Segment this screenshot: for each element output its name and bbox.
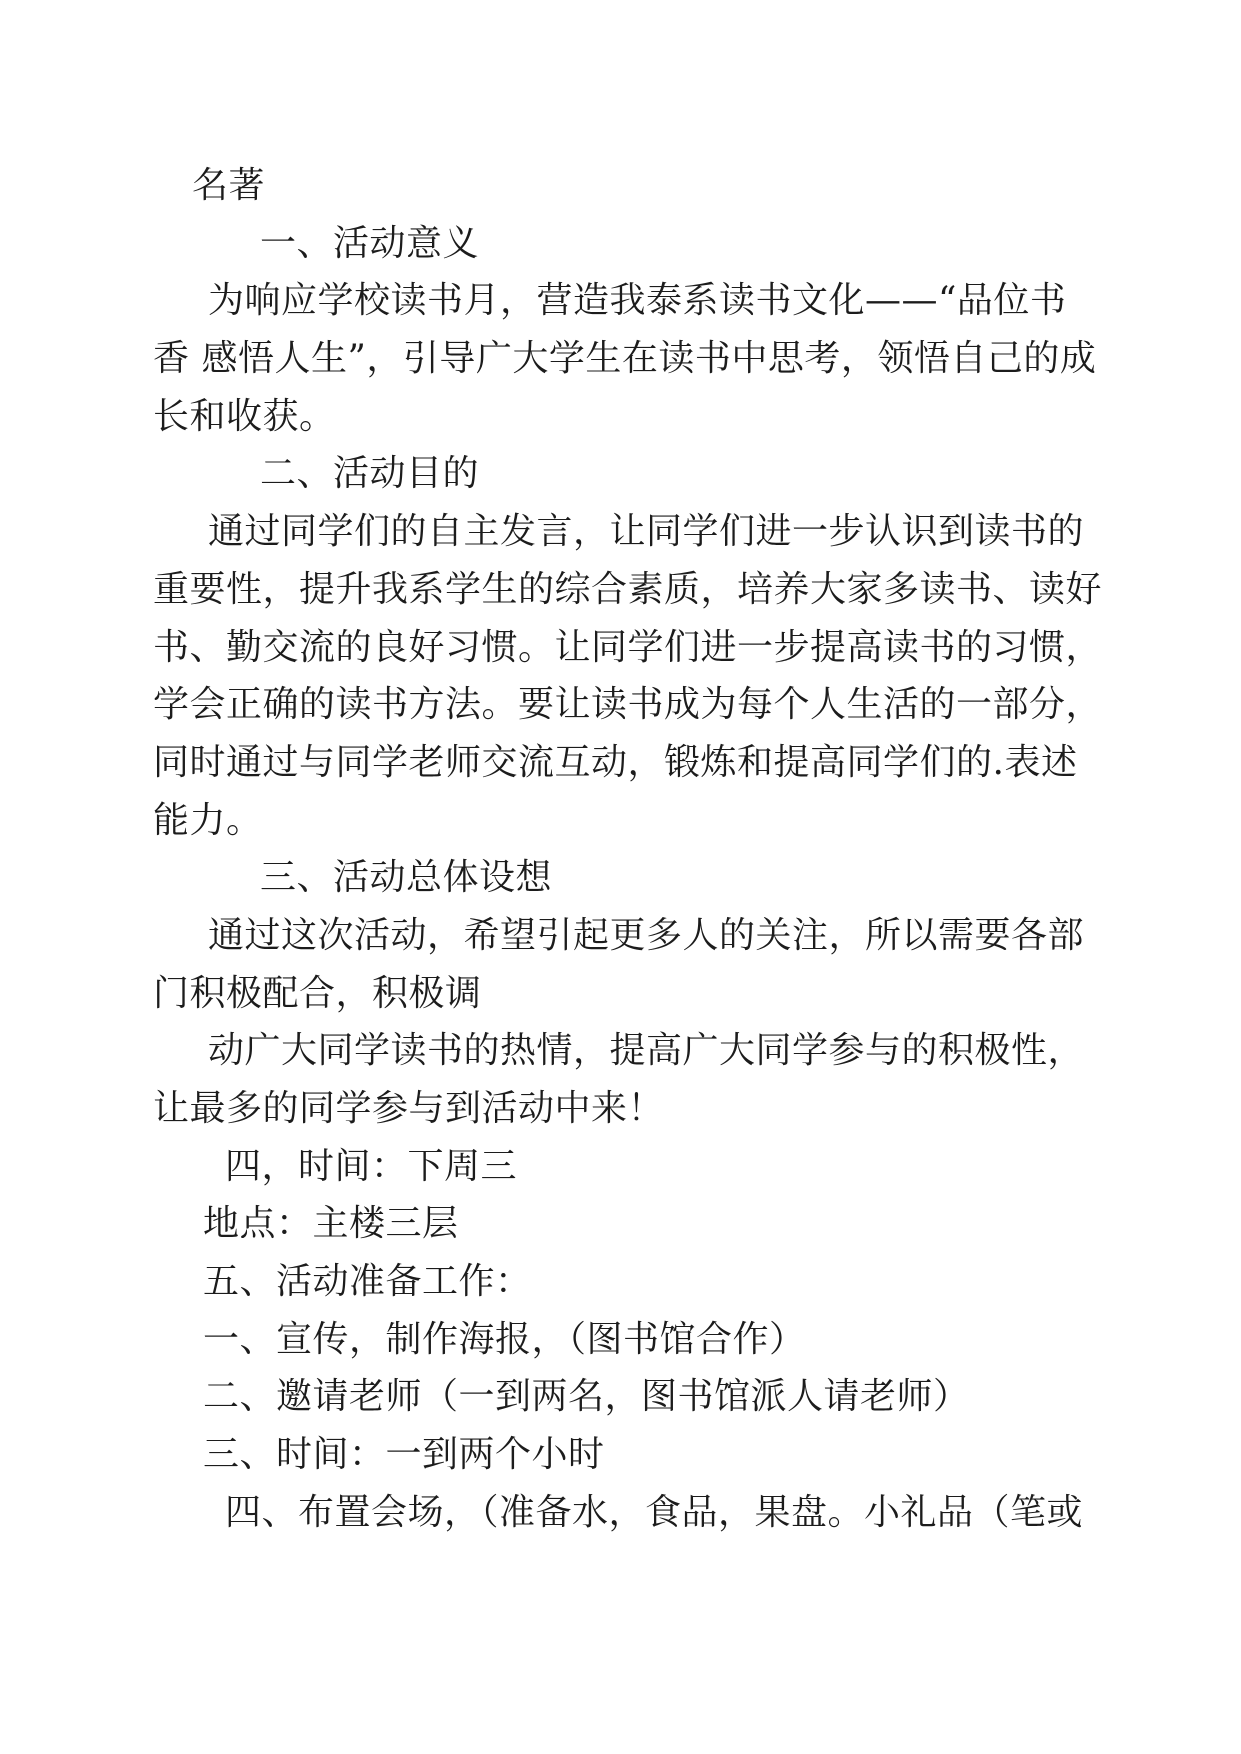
text-line: 四，时间：下周三 — [225, 1145, 518, 1187]
paragraph — [153, 215, 1093, 273]
paragraph — [153, 907, 1093, 1022]
paragraph — [153, 1138, 1093, 1196]
text-line: 让最多的同学参与到活动中来！ — [153, 1088, 665, 1129]
text-line: 长和收获。 — [153, 395, 336, 437]
text-line: 二、活动目的 — [260, 453, 480, 495]
text-line: 能力。 — [153, 799, 263, 841]
text-line: 二、邀请老师（一到两名，图书馆派人请老师） — [203, 1376, 970, 1418]
text-line: 五、活动准备工作： — [203, 1261, 532, 1303]
paragraph — [153, 1195, 1093, 1253]
text-line: 动广大同学读书的热情，提高广大同学参与的积极性， — [208, 1030, 1085, 1072]
text-line: 学会正确的读书方法。要让读书成为每个人生活的一部分， — [153, 684, 1103, 726]
text-line: 一、活动意义 — [260, 222, 480, 264]
text-line: 三、时间：一到两个小时 — [203, 1434, 605, 1476]
text-line: 香 感悟人生”，引导广大学生在读书中思考，领悟自己的成 — [153, 338, 1097, 380]
paragraph — [153, 849, 1093, 907]
text-line: 为响应学校读书月，营造我泰系读书文化——“品位书 — [208, 280, 1067, 322]
text-block — [153, 157, 1103, 1542]
text-line: 门积极配合，积极调 — [153, 972, 482, 1014]
text-line: 地点：主楼三层 — [203, 1203, 459, 1245]
paragraph — [153, 1022, 1093, 1137]
text-line: 三、活动总体设想 — [260, 857, 553, 899]
text-line: 名著 — [192, 165, 266, 206]
paragraph — [153, 1368, 1093, 1426]
paragraph — [153, 1311, 1093, 1369]
paragraph — [153, 1426, 1093, 1484]
text-line: 通过同学们的自主发言，让同学们进一步认识到读书的 — [208, 511, 1085, 553]
text-line: 通过这次活动，希望引起更多人的关注，所以需要各部 — [208, 914, 1085, 956]
text-line: 同时通过与同学老师交流互动，锻炼和提高同学们的.表述 — [153, 741, 1078, 783]
paragraph — [153, 157, 1093, 215]
text-line: 四、布置会场，（准备水，食品，果盘。小礼品（笔或 — [225, 1491, 1084, 1533]
text-line: 一、宣传，制作海报，（图书馆合作） — [203, 1318, 806, 1360]
paragraph — [153, 503, 1103, 849]
paragraph — [153, 445, 1093, 503]
text-line: 书、勤交流的良好习惯。让同学们进一步提高读书的习惯， — [153, 626, 1103, 668]
paragraph — [153, 1484, 1093, 1542]
paragraph — [153, 272, 1097, 445]
paragraph — [153, 1253, 1093, 1311]
text-line: 重要性，提升我系学生的综合素质，培养大家多读书、读好 — [153, 568, 1103, 610]
